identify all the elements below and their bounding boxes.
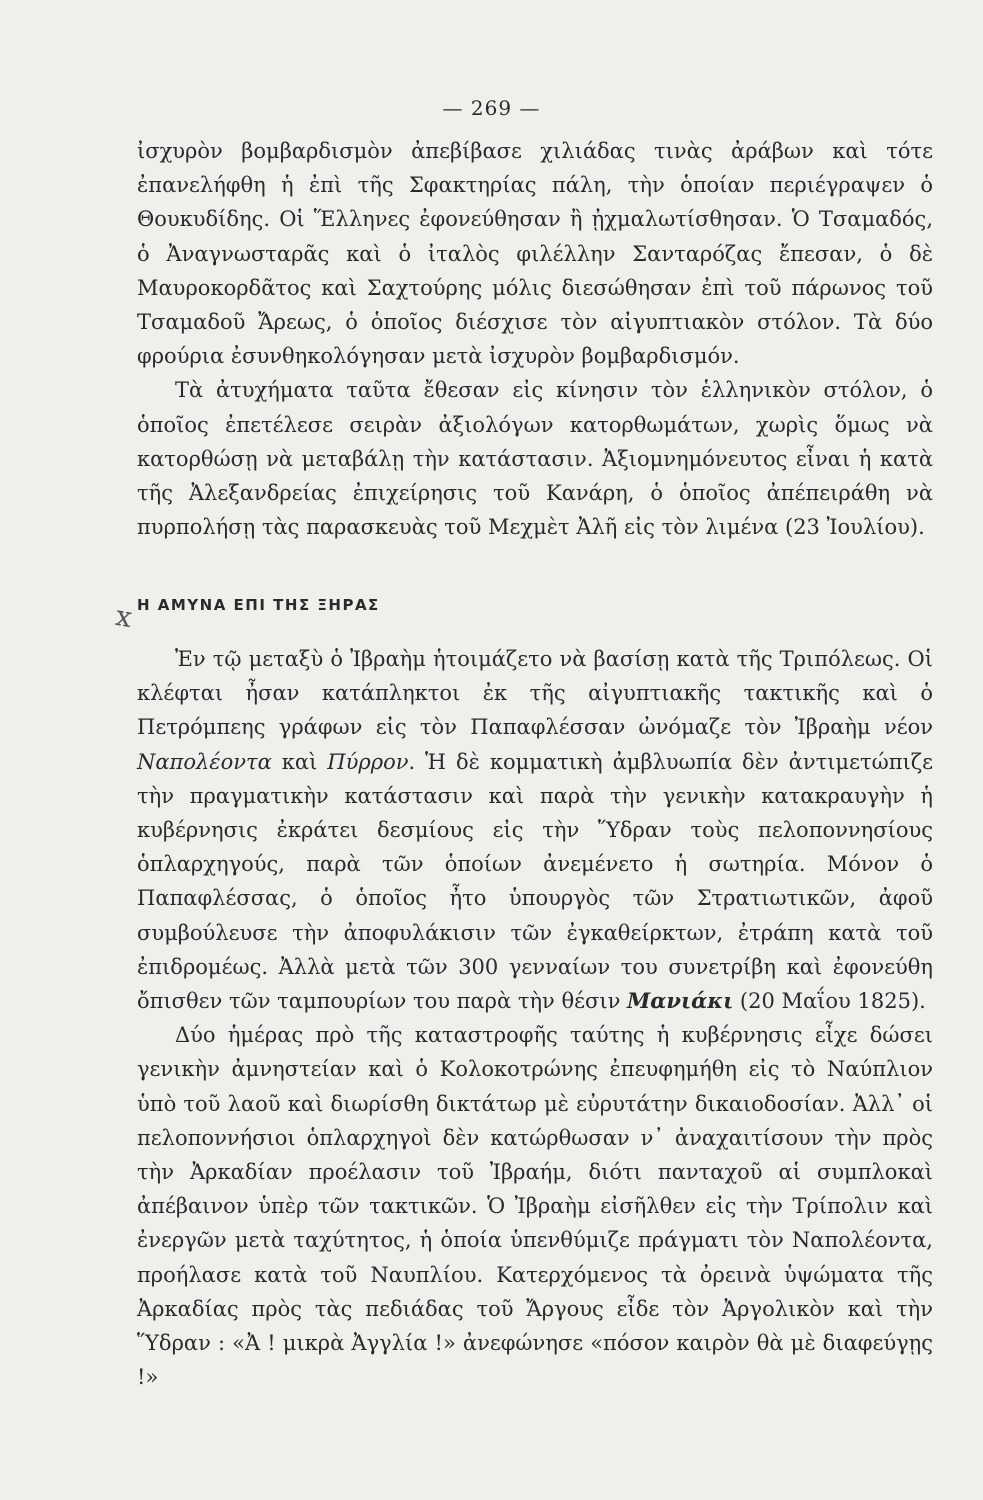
- bold-maniaki: Μανιάκι: [627, 988, 734, 1014]
- paragraph-ibrahim-part4: (20 Μαΐου 1825).: [733, 989, 926, 1014]
- paragraph-continued: ἰσχυρὸν βομβαρδισμὸν ἀπεβίβασε χιλιάδας τινὰς ἀράβων καὶ τότε ἐπανελήφθη ἡ ἐπὶ τῆς Σφακτηρίας πάλη, τὴν ὁποίαν περιέγραψεν ὁ Θουκυδίδης. Οἱ Ἕλληνες ἐφονεύθησαν ἢ ᾐχμαλωτίσθησαν. Ὁ Τσαμαδός, ὁ Ἀναγνωσταρᾶς καὶ ὁ ἰταλὸς φιλέλλην Σανταρόζας ἔπεσαν, ὁ δὲ Μαυροκορδᾶτος καὶ Σαχτούρης μόλις διεσώθησαν ἐπὶ τοῦ πάρωνος τοῦ Τσαμαδοῦ Ἄρεως, ὁ ὁποῖος διέσχισε τὸν αἰγυπτιακὸν στόλον. Τὰ δύο φρούρια ἐσυνθηκολόγησαν μετὰ ἰσχυρὸν βομβαρδισμόν.: [137, 139, 933, 369]
- paragraph-ibrahim-part2: καὶ: [271, 749, 328, 774]
- margin-pencil-mark: x: [113, 598, 135, 635]
- paragraph-misfortunes: Τὰ ἀτυχήματα ταῦτα ἔθεσαν εἰς κίνησιν τὸν ἑλληνικὸν στόλον, ὁ ὁποῖος ἐπετέλεσε σειρὰν ἀξιολόγων κατορθωμάτων, χωρὶς ὅμως νὰ κατορθώσῃ νὰ μεταβάλῃ τὴν κατάστασιν. Ἀξιομνημόνευτος εἶναι ἡ κατὰ τῆς Ἀλεξανδρείας ἐπιχείρησις τοῦ Κανάρη, ὁ ὁποῖος ἀπέπειράθη νὰ πυρπολήσῃ τὰς παρασκευὰς τοῦ Μεχμὲτ Ἀλῆ εἰς τὸν λιμένα (23 Ἰουλίου).: [137, 378, 933, 540]
- text-block-before-heading: [137, 134, 933, 544]
- paragraph-ibrahim-part3: . Ἡ δὲ κομματικὴ ἀμβλυωπία δὲν ἀντιμετώπιζε τὴν πραγματικὴν κατάστασιν καὶ παρὰ τὴν γενικὴν κατακραυγὴν ἡ κυβέρνησις ἐκράτει δεσμίους εἰς τὴν Ὕδραν τοὺς πελοποννησίους ὁπλαρχηγούς, παρὰ τῶν ὁποίων ἀνεμένετο ἡ σωτηρία. Μόνον ὁ Παπαφλέσσας, ὁ ὁποῖος ἦτο ὑπουργὸς τῶν Στρατιωτικῶν, ἀφοῦ συμβούλευσε τὴν ἀποφυλάκισιν τῶν ἐγκαθείρκτων, ἐτράπη κατὰ τοῦ ἐπιδρομέως. Ἀλλὰ μετὰ τῶν 300 γενναίων του συνετρίβη καὶ ἐφονεύθη ὄπισθεν τῶν ταμπουρίων του παρὰ τὴν θέσιν: [137, 749, 933, 1014]
- paragraph-two-days: Δύο ἡμέρας πρὸ τῆς καταστροφῆς ταύτης ἡ κυβέρνησις εἶχε δώσει γενικὴν ἀμνηστείαν καὶ ὁ Κολοκοτρώνης ἐπευφημήθη εἰς τὸ Ναύπλιον ὑπὸ τοῦ λαοῦ καὶ διωρίσθη δικτάτωρ μὲ εὐρυτάτην δικαιοδοσίαν. Ἀλλ᾿ οἱ πελοποννήσιοι ὁπλαρχηγοὶ δὲν κατώρθωσαν ν᾿ ἀναχαιτίσουν τὴν πρὸς τὴν Ἀρκαδίαν προέλασιν τοῦ Ἰβραήμ, διότι πανταχοῦ αἱ συμπλοκαὶ ἀπέβαινον ὑπὲρ τῶν τακτικῶν. Ὁ Ἰβραὴμ εἰσῆλθεν εἰς τὴν Τρίπολιν καὶ ἐνεργῶν μετὰ ταχύτητος, ἡ ὁποία ὑπενθύμιζε πράγματι τὸν Ναπολέοντα, προήλασε κατὰ τοῦ Ναυπλίου. Κατερχόμενος τὰ ὀρεινὰ ὑψώματα τῆς Ἀρκαδίας πρὸς τὰς πεδιάδας τοῦ Ἄργους εἶδε τὸν Ἀργολικὸν καὶ τὴν Ὕδραν : «Ἀ ! μικρὰ Ἀγγλία !» ἀνεφώνησε «πόσον καιρὸν θὰ μὲ διαφεύγῃς !»: [137, 1023, 933, 1390]
- section-heading: Η ΑΜΥΝΑ ΕΠΙ ΤΗΣ ΞΗΡΑΣ: [137, 596, 380, 614]
- paragraph-ibrahim-part1: Ἐν τῷ μεταξὺ ὁ Ἰβραὴμ ἡτοιμάζετο νὰ βασίσῃ κατὰ τῆς Τριπόλεως. Οἱ κλέφται ἦσαν κατάπληκτοι ἐκ τῆς αἰγυπτιακῆς τακτικῆς καὶ ὁ Πετρόμπεης γράφων εἰς τὸν Παπαφλέσσαν ὠνόμαζε τὸν Ἰβραὴμ νέον: [137, 647, 933, 740]
- paragraph-ibrahim: [137, 642, 933, 1018]
- italic-pyrrhus: Πύρρον: [327, 749, 409, 774]
- text-block-after-heading: [137, 642, 933, 1394]
- page-number: — 269 —: [442, 96, 541, 120]
- italic-napoleon: Ναπολέοντα: [137, 749, 272, 774]
